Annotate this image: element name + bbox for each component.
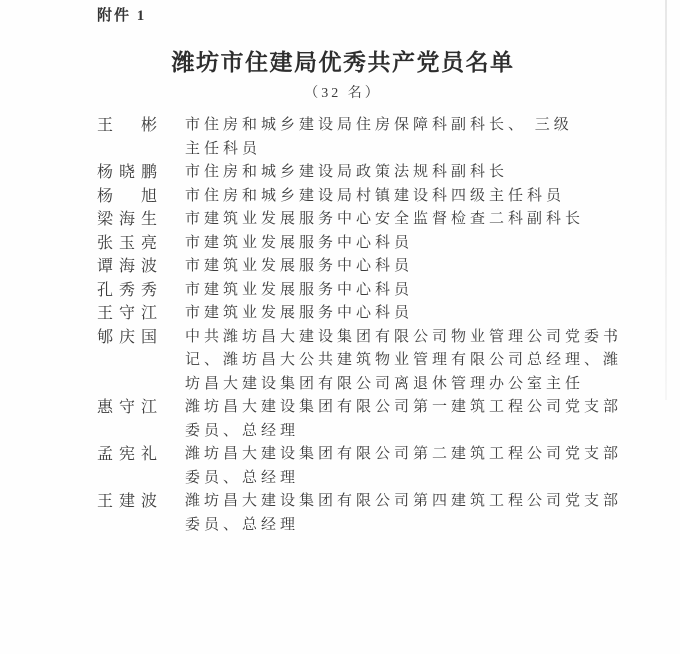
member-name: 杨 旭 (97, 187, 164, 205)
position-line: 市建筑业发展服务中心安全监督检查二科副科长 (185, 211, 585, 227)
position-line: 委员、总经理 (185, 469, 300, 486)
position-line: 潍坊昌大建设集团有限公司第一建筑工程公司党支部 (185, 399, 623, 415)
position-line: 坊昌大建设集团有限公司离退休管理办公室主任 (185, 375, 585, 392)
position-line: 市建筑业发展服务中心科员 (185, 258, 414, 274)
member-row (97, 208, 607, 232)
position-line: 潍坊昌大建设集团有限公司第二建筑工程公司党支部 (185, 446, 623, 462)
document-title: 潍坊市住建局优秀共产党员名单 (171, 50, 515, 75)
member-name: 谭海波 (97, 258, 164, 275)
position-line: 市建筑业发展服务中心科员 (185, 305, 414, 321)
member-name: 杨晓鹏 (97, 164, 164, 181)
member-row (97, 114, 607, 161)
member-position (185, 255, 607, 279)
member-row (97, 279, 607, 303)
member-name: 王守江 (97, 305, 164, 322)
position-line: 市住房和城乡建设局村镇建设科四级主任科员 (185, 187, 566, 204)
member-row (97, 185, 607, 209)
member-name: 惠守江 (97, 399, 164, 416)
member-position (185, 326, 622, 397)
position-line: 市住房和城乡建设局政策法规科副科长 (185, 164, 509, 180)
member-name: 郇庆国 (97, 328, 164, 346)
member-position (185, 161, 607, 185)
member-row (97, 443, 623, 490)
member-position (185, 208, 607, 232)
position-line: 委员、总经理 (185, 422, 300, 439)
member-position (185, 232, 607, 256)
member-name: 孔秀秀 (97, 281, 164, 299)
member-row (97, 326, 623, 397)
member-name: 孟宪礼 (97, 446, 164, 463)
position-line: 市住房和城乡建设局住房保障科副科长、 三级 (185, 117, 573, 133)
member-name: 张玉亮 (97, 234, 164, 252)
member-position (185, 443, 622, 490)
position-line: 主任科员 (185, 140, 262, 157)
position-line: 市建筑业发展服务中心科员 (185, 234, 414, 251)
position-line: 市建筑业发展服务中心科员 (185, 281, 414, 298)
attachment-label: 附件 1 (97, 8, 147, 24)
member-name: 梁海生 (97, 211, 164, 228)
position-line: 记、潍坊昌大公共建筑物业管理有限公司总经理、潍 (185, 352, 623, 368)
member-row (97, 302, 607, 326)
member-position (185, 279, 607, 303)
member-name: 王建波 (97, 493, 164, 510)
position-line: 潍坊昌大建设集团有限公司第四建筑工程公司党支部 (185, 493, 623, 509)
member-position (185, 302, 607, 326)
member-position (185, 396, 622, 443)
member-name: 王 彬 (97, 117, 164, 134)
member-position (185, 114, 607, 161)
member-row (97, 490, 623, 537)
position-line: 委员、总经理 (185, 516, 300, 533)
member-row (97, 396, 623, 443)
member-count-note: （32 名） (304, 86, 382, 101)
member-list (97, 114, 623, 537)
position-line: 中共潍坊昌大建设集团有限公司物业管理公司党委书 (185, 328, 623, 345)
member-row (97, 255, 607, 279)
member-position (185, 490, 622, 537)
member-position (185, 185, 607, 209)
member-row (97, 161, 607, 185)
member-row (97, 232, 607, 256)
